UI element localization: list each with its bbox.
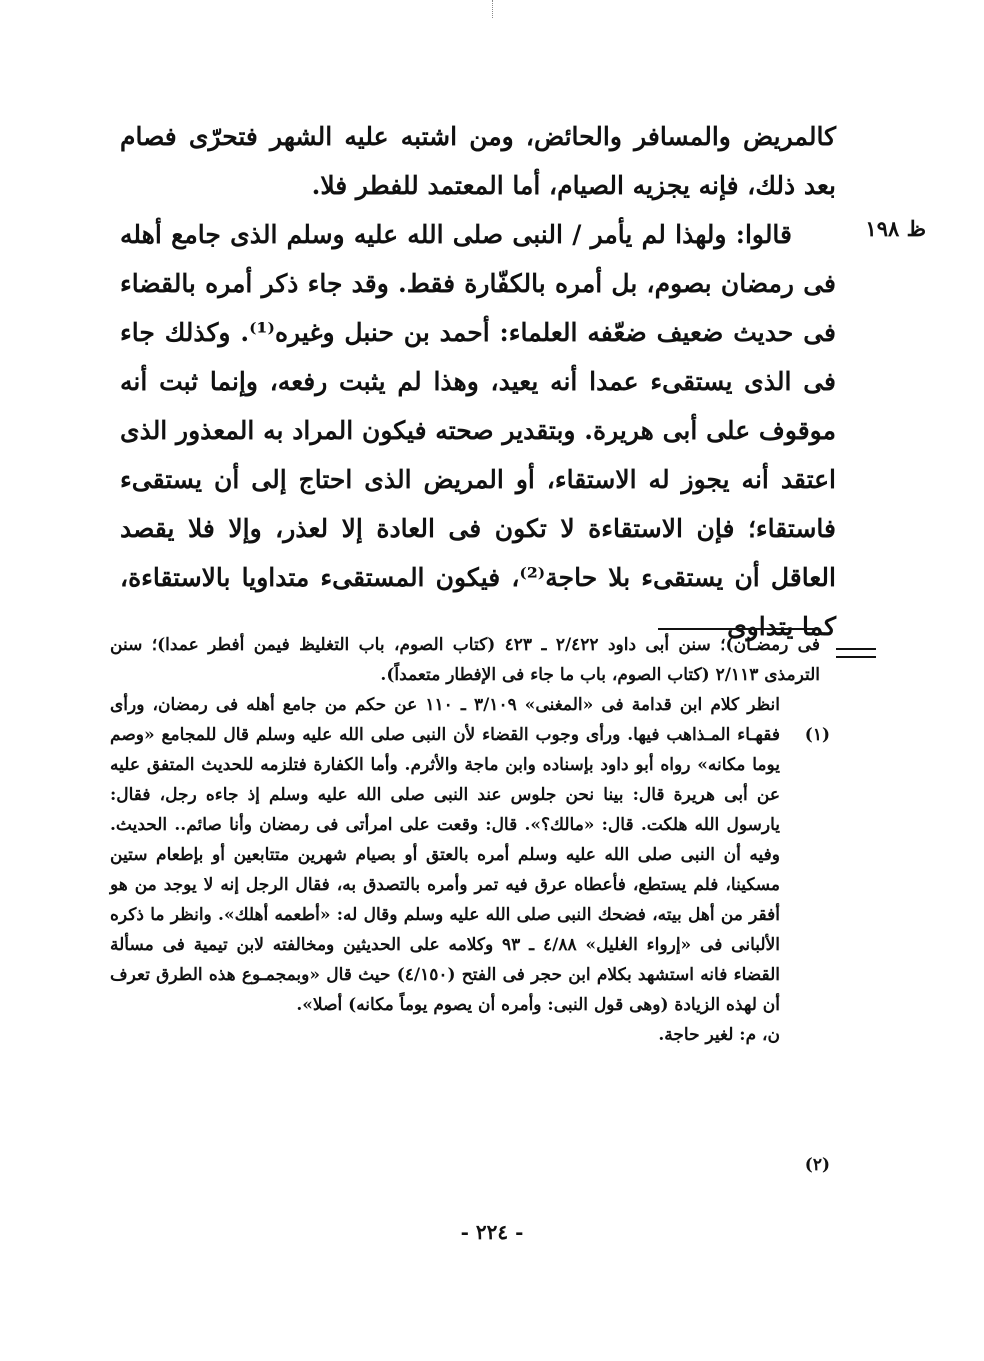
footnote-2	[110, 1020, 820, 1050]
footnotes-section	[110, 630, 820, 1050]
scan-fold-mark	[492, 0, 494, 18]
footnote-1-number: (١)	[804, 725, 830, 745]
continuation-marker	[836, 648, 876, 658]
manuscript-page-reference: ظ ١٩٨	[865, 216, 926, 241]
footnote-2-text: ن، م: لغير حاجة.	[658, 1025, 780, 1045]
footnote-2-number: (٢)	[804, 1155, 830, 1175]
footnote-1-text: انظر كلام ابن قدامة فى «المغنى» ٣/١٠٩ ـ ١١٠ عن حكم من جامع أهله فى رمضان، ورأى فقهـاء المـذاهب فيها. ورأى وجوب القضاء لأن النبى صلى الله عليه وسلم قال للمجامع «وصم يوما مكانه» رواه أبو داود بإسناده وابن ماجة والأثرم. وأما الكفارة فتلزمه للحديث المتفق عليه عن أبى هريرة قال: بينا نحن جلوس عند النبى صلى الله عليه وسلم إذ جاءه رجل، فقال: يارسول الله هلكت. قال: «مالك؟». قال: وقعت على امرأتى فى رمضان وأنا صائم.. الحديث. وفيه أن النبى صلى الله عليه وسلم أمره بالعتق أو بصيام شهرين متتابعين أو بإطعام ستين مسكينا، فلم يستطع، فأعطاه عرق فيه تمر وأمره بالتصدق به، فقال الرجل إنه لا يوجد من هو أفقر من أهل بيته، فضحك النبى صلى الله عليه وسلم وقال له: «أطعمه أهلك». وانظر ما ذكره الألبانى فى «إرواء الغليل» ٤/٨٨ ـ ٩٣ وكلامه على الحديثين ومخالفته لابن تيمية فى مسألة القضاء فانه استشهد بكلام ابن حجر فى الفتح (٤/١٥٠) حيث قال «وبمجمـوع هذه الطرق تعرف أن لهذه الزيادة (وهى قول النبى: وأمره أن يصوم يوماً مكانه) أصلا».	[110, 695, 781, 1015]
footnote-1	[110, 690, 820, 1020]
paragraph-2: قالوا: ولهذا لم يأمر / النبى صلى الله عليه وسلم الذى جامع أهله فى رمضان بصوم، بل أمره بالكفّارة فقط. وقد جاء ذكر أمره بالقضاء فى حديث ضعيف ضعّفه العلماء: أحمد بن حنبل وغيره⁽¹⁾. وكذلك جاء فى الذى يستقىء عمدا أنه يعيد، وهذا لم يثبت رفعه، وإنما ثبت أنه موقوف على أبى هريرة. وبتقدير صحته فيكون المراد به المعذور الذى اعتقد أنه يجوز له الاستقاء، أو المريض الذى احتاج إلى أن يستقىء فاستقاء؛ فإن الاستقاءة لا تكون فى العادة إلا لعذر، وإلا فلا يقصد العاقل أن يستقىء بلا حاجة⁽²⁾، فيكون المستقىء متداويا بالاستقاءة، كما يتداوى	[120, 220, 836, 641]
footnote-continuation: فى رمضـان)؛ سنن أبى داود ٢/٤٢٢ ـ ٤٢٣ (كتاب الصوم، باب التغليظ فيمن أفطر عمدا)؛ سنن الترمذى ٢/١١٣ (كتاب الصوم، باب ما جاء فى الإفطار متعمداً).	[110, 635, 820, 685]
page-number: - ٢٢٤ -	[460, 1220, 524, 1244]
paragraph-1: كالمريض والمسافر والحائض، ومن اشتبه عليه الشهر فتحرّى فصام بعد ذلك، فإنه يجزيه الصيام، أما المعتمد للفطر فلا.	[120, 122, 836, 200]
main-text-body	[120, 112, 836, 651]
